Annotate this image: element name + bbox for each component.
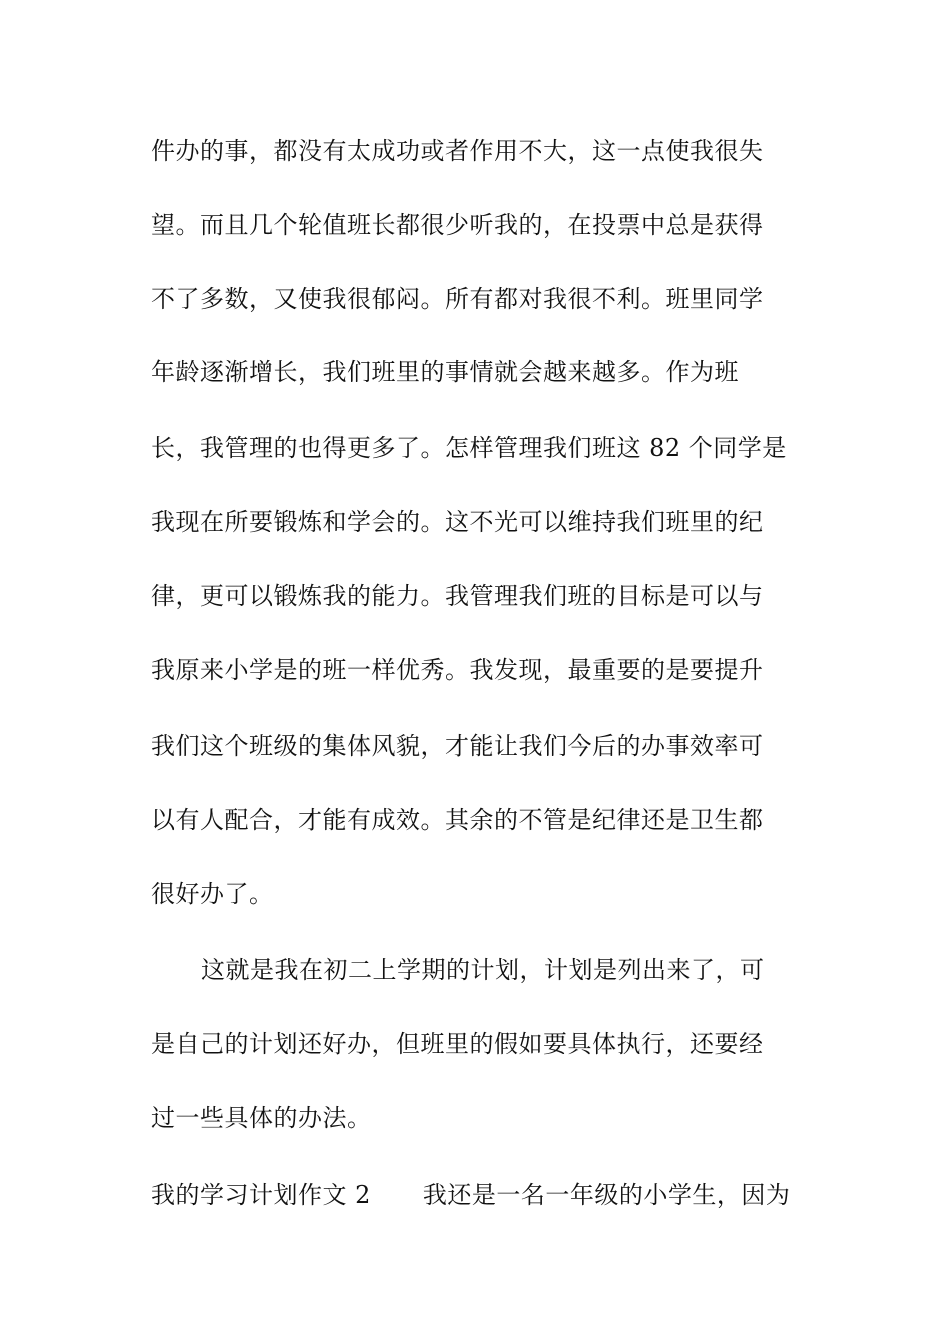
text-line: 我原来小学是的班一样优秀。我发现，最重要的是要提升 [151,656,764,684]
text-line: 是自己的计划还好办，但班里的假如要具体执行，还要经 [151,1030,764,1058]
text-line: 过一些具体的办法。 [151,1104,372,1132]
section-heading: 我的学习计划作文 2 [151,1181,371,1209]
text-line: 律，更可以锻炼我的能力。我管理我们班的目标是可以与 [151,582,764,610]
text-line: 望。而且几个轮值班长都很少听我的，在投票中总是获得 [151,211,764,239]
text-line: 我现在所要锻炼和学会的。这不光可以维持我们班里的纪 [151,508,764,536]
text-line: 以有人配合，才能有成效。其余的不管是纪律还是卫生都 [151,806,764,834]
text-line: 我还是一名一年级的小学生，因为 [422,1181,791,1209]
text-line: 件办的事，都没有太成功或者作用不大，这一点使我很失 [151,137,764,165]
text-line: 不了多数，又使我很郁闷。所有都对我很不利。班里同学 [151,285,764,313]
text-line: 我们这个班级的集体风貌，才能让我们今后的办事效率可 [151,732,764,760]
text-line-indented: 这就是我在初二上学期的计划，计划是列出来了，可 [201,956,765,984]
heading-line [151,1180,790,1210]
text-line: 年龄逐渐增长，我们班里的事情就会越来越多。作为班 [151,358,739,386]
text-line: 很好办了。 [151,880,274,908]
text-line: 长，我管理的也得更多了。怎样管理我们班这 82 个同学是 [151,434,787,462]
